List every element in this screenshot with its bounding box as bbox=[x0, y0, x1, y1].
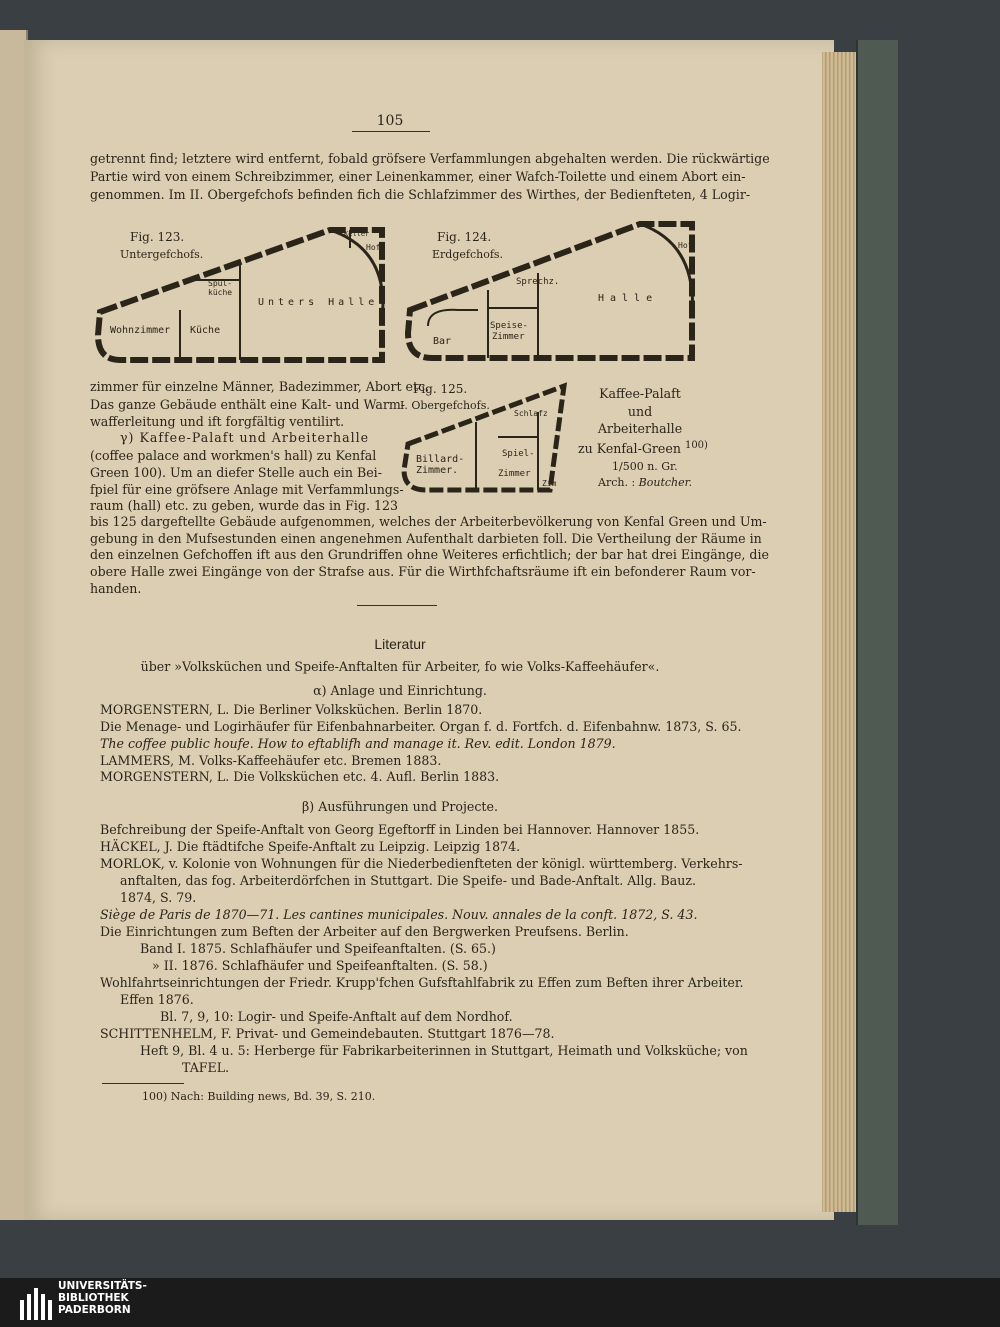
lit-a-entry-1: MORGENSTERN, L. Die Berliner Volksküchen. Berlin 1870. bbox=[100, 702, 483, 717]
lit-a-entry-2: Die Menage- und Logirhäufer für Eifenbahnarbeiter. Organ f. d. Fortfch. d. Eifenbahnw. 1873, S. 65. bbox=[100, 719, 742, 734]
fig125-room-zim: Zim bbox=[542, 479, 557, 488]
fig125-room-schlafz: Schlafz bbox=[514, 409, 548, 418]
library-logo-line-3: PADERBORN bbox=[58, 1304, 131, 1316]
lit-b-entry-4: Siège de Paris de 1870—71. Les cantines municipales. Nouv. annales de la conft. 1872, S. 43. bbox=[100, 907, 698, 922]
fig125-room-billard: Billard- bbox=[416, 454, 465, 465]
fig123-title: Fig. 123. bbox=[130, 230, 185, 244]
fig125-subtitle: I. Obergefchofs. bbox=[400, 399, 490, 412]
fig125-room-spielzimmer: Zimmer bbox=[498, 469, 531, 479]
fig123-room-wohnzimmer: Wohnzimmer bbox=[110, 325, 171, 336]
full-line-5: handen. bbox=[90, 581, 142, 596]
caption-place: zu Kenfal-Green bbox=[578, 441, 681, 457]
lit-b-entry-6-place: Effen 1876. bbox=[120, 992, 194, 1007]
lit-b-entry-6-sheets: Bl. 7, 9, 10: Logir- und Speife-Anftalt auf dem Nordhof. bbox=[160, 1009, 513, 1024]
lit-b-entry-7-heft: Heft 9, Bl. 4 u. 5: Herberge für Fabrikarbeiterinnen in Stuttgart, Heimath und Volksküche; von bbox=[140, 1043, 748, 1058]
library-logo-line-2: BIBLIOTHEK bbox=[58, 1292, 129, 1304]
fig124-title: Fig. 124. bbox=[437, 230, 492, 244]
intro-line-2: Partie wird von einem Schreibzimmer, einer Leinenkammer, einer Wafch-Toilette und einem Abort ein- bbox=[90, 169, 746, 184]
fig124-room-zimmer: Zimmer bbox=[492, 332, 525, 342]
literatur-subheading: über »Volksküchen und Speife-Anftalten für Arbeiter, fo wie Volks-Kaffeehäufer«. bbox=[140, 659, 660, 674]
lit-b-entry-5-band1: Band I. 1875. Schlafhäufer und Speifeanftalten. (S. 65.) bbox=[140, 941, 496, 956]
library-logo-text[interactable] bbox=[58, 1280, 147, 1316]
book-cover bbox=[856, 40, 898, 1225]
fig124-room-sprechz: Sprechz. bbox=[516, 277, 560, 287]
lit-b-entry-2: HÄCKEL, J. Die ftädtifche Speife-Anftalt zu Leipzig. Leipzig 1874. bbox=[100, 839, 521, 854]
intro-line-3: genommen. Im II. Obergefchofs befinden fich die Schlafzimmer des Wirthes, der Bedienfteten, 4 Logir- bbox=[90, 187, 751, 202]
fig125-title: Fig. 125. bbox=[413, 382, 468, 396]
fig124-floorplan bbox=[398, 218, 698, 370]
section-line-1: (coffee palace and workmen's hall) zu Kenfal bbox=[90, 448, 377, 463]
left-col-line-3: wafferleitung und ift forgfältig ventilirt. bbox=[90, 414, 345, 429]
lit-b-entry-7: SCHITTENHELM, F. Privat- und Gemeindebauten. Stuttgart 1876—78. bbox=[100, 1026, 555, 1041]
fig123-room-spuelkueche: küche bbox=[208, 288, 233, 297]
section-heading: γ) Kaffee-Palaft und Arbeiterhalle bbox=[120, 430, 370, 445]
fig124-room-bar: Bar bbox=[433, 336, 452, 347]
caption-arch-name: Boutcher. bbox=[638, 476, 693, 489]
caption-ref: 100) bbox=[684, 440, 708, 451]
page-number: 105 bbox=[376, 113, 404, 129]
lit-a-entry-5: MORGENSTERN, L. Die Volksküchen etc. 4. Aufl. Berlin 1883. bbox=[100, 769, 500, 784]
full-line-3: den einzelnen Gefchoffen ift aus den Grundriffen ohne Weiteres erfichtlich; der bar hat drei Eingänge, die bbox=[90, 547, 769, 562]
lit-b-entry-7-author: TAFEL. bbox=[182, 1060, 230, 1075]
intro-line-1: getrennt find; letztere wird entfernt, fobald gröfsere Verfammlungen abgehalten werden. Die rückwärtige bbox=[90, 151, 770, 166]
fig124-room-hof: Hof bbox=[678, 241, 693, 250]
full-line-4: obere Halle zwei Eingänge von der Strafse aus. Für die Wirthfchaftsräume ift ein befonderer Raum vor- bbox=[90, 564, 756, 579]
fig123-room-keller: Keller bbox=[344, 230, 370, 238]
page-edges bbox=[822, 52, 860, 1212]
literatur-section-a: α) Anlage und Einrichtung. bbox=[313, 683, 487, 698]
left-col-line-2: Das ganze Gebäude enthält eine Kalt- und Warm- bbox=[90, 397, 406, 412]
full-line-1: bis 125 dargeftellte Gebäude aufgenommen, welches der Arbeiterbevölkerung von Kenfal Green und Um- bbox=[90, 514, 767, 529]
caption-line-4 bbox=[578, 437, 708, 458]
caption-arch-label: Arch. : bbox=[598, 476, 636, 489]
caption-line-2: und bbox=[627, 404, 653, 419]
lit-b-entry-3-cont: anftalten, das fog. Arbeiterdörfchen in Stuttgart. Die Speife- und Bade-Anftalt. Allg. Bauz. bbox=[120, 873, 697, 888]
literatur-section-b: β) Ausführungen und Projecte. bbox=[302, 799, 498, 814]
lit-b-entry-5: Die Einrichtungen zum Beften der Arbeiter auf den Bergwerken Preufsens. Berlin. bbox=[100, 924, 629, 939]
fig123-room-hof: Hof bbox=[366, 243, 381, 252]
left-col-line-1: zimmer für einzelne Männer, Badezimmer, Abort etc. bbox=[90, 379, 430, 394]
lit-b-entry-5-band2: » II. 1876. Schlafhäufer und Speifeanftalten. (S. 58.) bbox=[152, 958, 488, 973]
full-line-2: gebung in den Mufsestunden einen angenehmen Aufenthalt darbieten foll. Die Vertheilung der Räume in bbox=[90, 531, 762, 546]
library-footer-bar bbox=[0, 1278, 1000, 1327]
lit-a-entry-3: The coffee public houfe. How to eftablifh and manage it. Rev. edit. London 1879. bbox=[100, 736, 616, 751]
fig125-floorplan bbox=[398, 382, 568, 494]
fig124-room-speise: Speise- bbox=[490, 321, 528, 331]
caption-line-3: Arbeiterhalle bbox=[597, 421, 683, 436]
library-logo-line-1: UNIVERSITÄTS- bbox=[58, 1280, 147, 1292]
library-logo-icon bbox=[20, 1286, 52, 1320]
literatur-heading: Literatur bbox=[374, 636, 426, 652]
fig123-subtitle: Untergefchofs. bbox=[120, 248, 204, 261]
fig123-room-halle: Unters Halle bbox=[258, 297, 379, 308]
lit-a-entry-4: LAMMERS, M. Volks-Kaffeehäufer etc. Bremen 1883. bbox=[100, 753, 442, 768]
section-line-3: fpiel für eine gröfsere Anlage mit Verfammlungs- bbox=[90, 482, 404, 497]
page-number-rule bbox=[352, 131, 430, 132]
fig123-room-spuel: Spül- bbox=[208, 279, 233, 288]
caption-scale: 1/500 n. Gr. bbox=[612, 460, 678, 473]
footnote-rule bbox=[102, 1083, 184, 1084]
section-line-2: Green 100). Um an diefer Stelle auch ein Bei- bbox=[90, 465, 382, 480]
lit-b-entry-3-year: 1874, S. 79. bbox=[120, 890, 197, 905]
fig124-room-halle: Halle bbox=[598, 293, 659, 304]
section-divider bbox=[357, 605, 437, 606]
fig125-room-billard-zimmer: Zimmer. bbox=[416, 465, 459, 476]
footnote: 100) Nach: Building news, Bd. 39, S. 210. bbox=[142, 1090, 376, 1103]
section-line-4: raum (hall) etc. zu geben, wurde das in Fig. 123 bbox=[90, 498, 399, 513]
caption-line-1: Kaffee-Palaft bbox=[599, 386, 681, 401]
fig125-room-spiel: Spiel- bbox=[502, 449, 535, 459]
caption-arch bbox=[598, 474, 692, 492]
fig124-subtitle: Erdgefchofs. bbox=[432, 248, 504, 261]
fig123-floorplan bbox=[90, 220, 390, 370]
fig123-room-kueche: Küche bbox=[190, 325, 221, 336]
lit-b-entry-6: Wohlfahrtseinrichtungen der Friedr. Krupp'fchen Gufsftahlfabrik zu Effen zum Beften ihrer Arbeiter. bbox=[100, 975, 744, 990]
lit-b-entry-1: Befchreibung der Speife-Anftalt von Georg Egeftorff in Linden bei Hannover. Hannover 1855. bbox=[100, 822, 700, 837]
lit-b-entry-3: MORLOK, v. Kolonie von Wohnungen für die Niederbedienfteten der königl. württemberg. Verkehrs- bbox=[100, 856, 743, 871]
